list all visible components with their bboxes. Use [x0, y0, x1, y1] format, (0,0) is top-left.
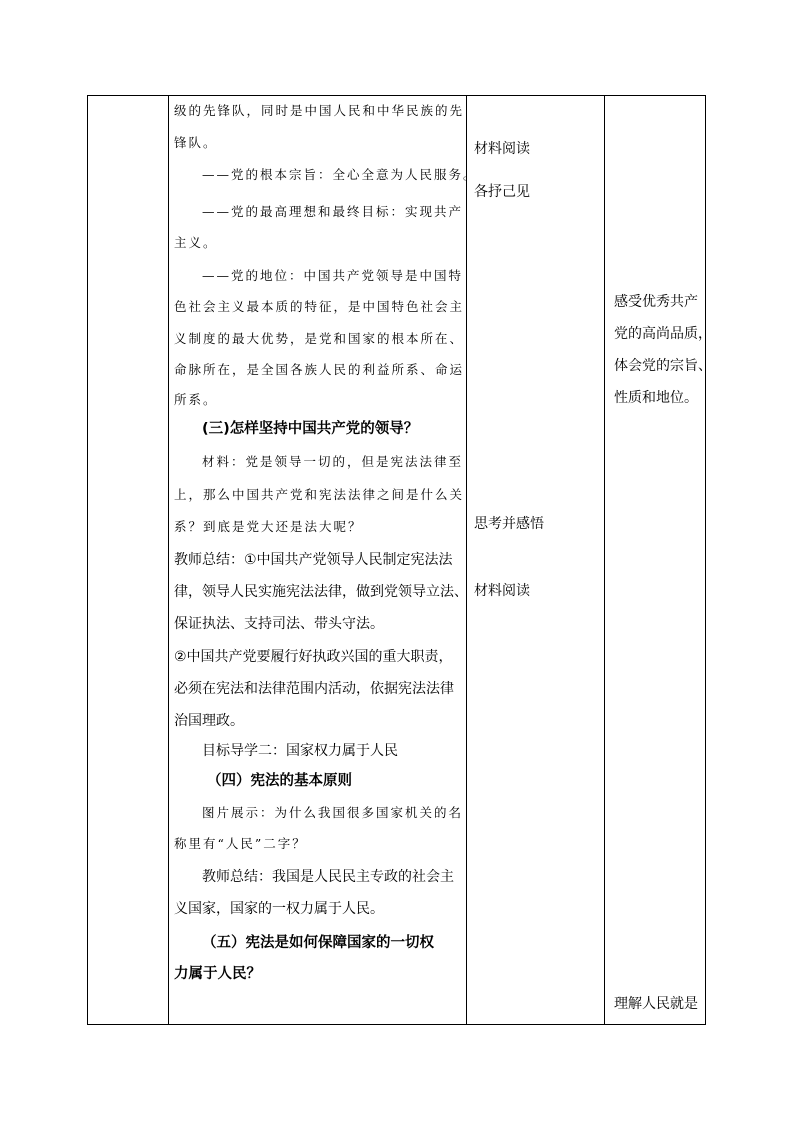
section-heading: 目标导学二：国家权力属于人民: [202, 743, 398, 759]
content-line: 义制度的最大优势，是党和国家的根本所在、: [174, 331, 465, 346]
content-line: ——党的最高理想和最终目标：实现共产: [202, 204, 464, 219]
content-line: 上，那么中国共产党和宪法法律之间是什么关: [174, 487, 465, 502]
content-line: 治国理政。: [174, 713, 244, 729]
intent-line: 性质和地位。: [614, 390, 698, 406]
content-line: 材料：党是领导一切的，但是宪法法律至: [202, 454, 464, 469]
content-line: 律，领导人民实施宪法法律，做到党领导立法、: [174, 584, 468, 600]
intent-line: 体会党的宗旨、: [614, 358, 712, 374]
content-line: 锋队。: [174, 135, 218, 150]
content-line: ②中国共产党要履行好执政兴国的重大职责，: [174, 649, 453, 665]
intent-line: 感受优秀共产: [614, 294, 698, 310]
content-line: 色社会主义最本质的特征，是中国特色社会主: [174, 299, 465, 314]
activity-item: 各抒己见: [474, 184, 530, 200]
column-divider: [466, 96, 467, 1024]
content-line: ——党的地位：中国共产党领导是中国特: [202, 268, 464, 283]
activity-item: 材料阅读: [474, 583, 530, 599]
content-line: ——党的根本宗旨：全心全意为人民服务。: [202, 167, 478, 182]
lesson-plan-table: [87, 95, 712, 1025]
content-line: 命脉所在，是全国各族人民的利益所系、命运: [174, 362, 465, 377]
section-heading: 力属于人民？: [174, 966, 261, 982]
content-line: 图片展示：为什么我国很多国家机关的名: [202, 805, 464, 820]
content-line: 称里有“人民”二字？: [174, 836, 307, 851]
content-line: 教师总结：我国是人民民主专政的社会主: [202, 869, 454, 885]
content-line: 主义。: [174, 235, 218, 250]
content-line: 教师总结：①中国共产党领导人民制定宪法法: [174, 552, 453, 568]
section-heading: （五）宪法是如何保障国家的一切权: [202, 935, 434, 951]
content-line: 保证执法、支持司法、带头守法。: [174, 616, 384, 632]
column-divider: [604, 96, 605, 1024]
content-line: 必须在宪法和法律范围内活动，依据宪法法律: [174, 681, 454, 697]
column-divider: [168, 96, 169, 1024]
content-line: 级的先锋队，同时是中国人民和中华民族的先: [174, 103, 465, 118]
section-heading: (三)怎样坚持中国共产党的领导？: [202, 421, 419, 437]
content-line: 义国家，国家的一权力属于人民。: [174, 901, 384, 917]
activity-item: 材料阅读: [474, 141, 530, 157]
intent-line: 党的高尚品质，: [614, 326, 712, 342]
intent-line: 理解人民就是: [614, 996, 698, 1012]
content-line: 所系。: [174, 392, 218, 407]
section-heading: （四）宪法的基本原则: [207, 773, 352, 789]
content-line: 系？到底是党大还是法大呢？: [174, 519, 363, 534]
activity-item: 思考并感悟: [474, 516, 544, 532]
